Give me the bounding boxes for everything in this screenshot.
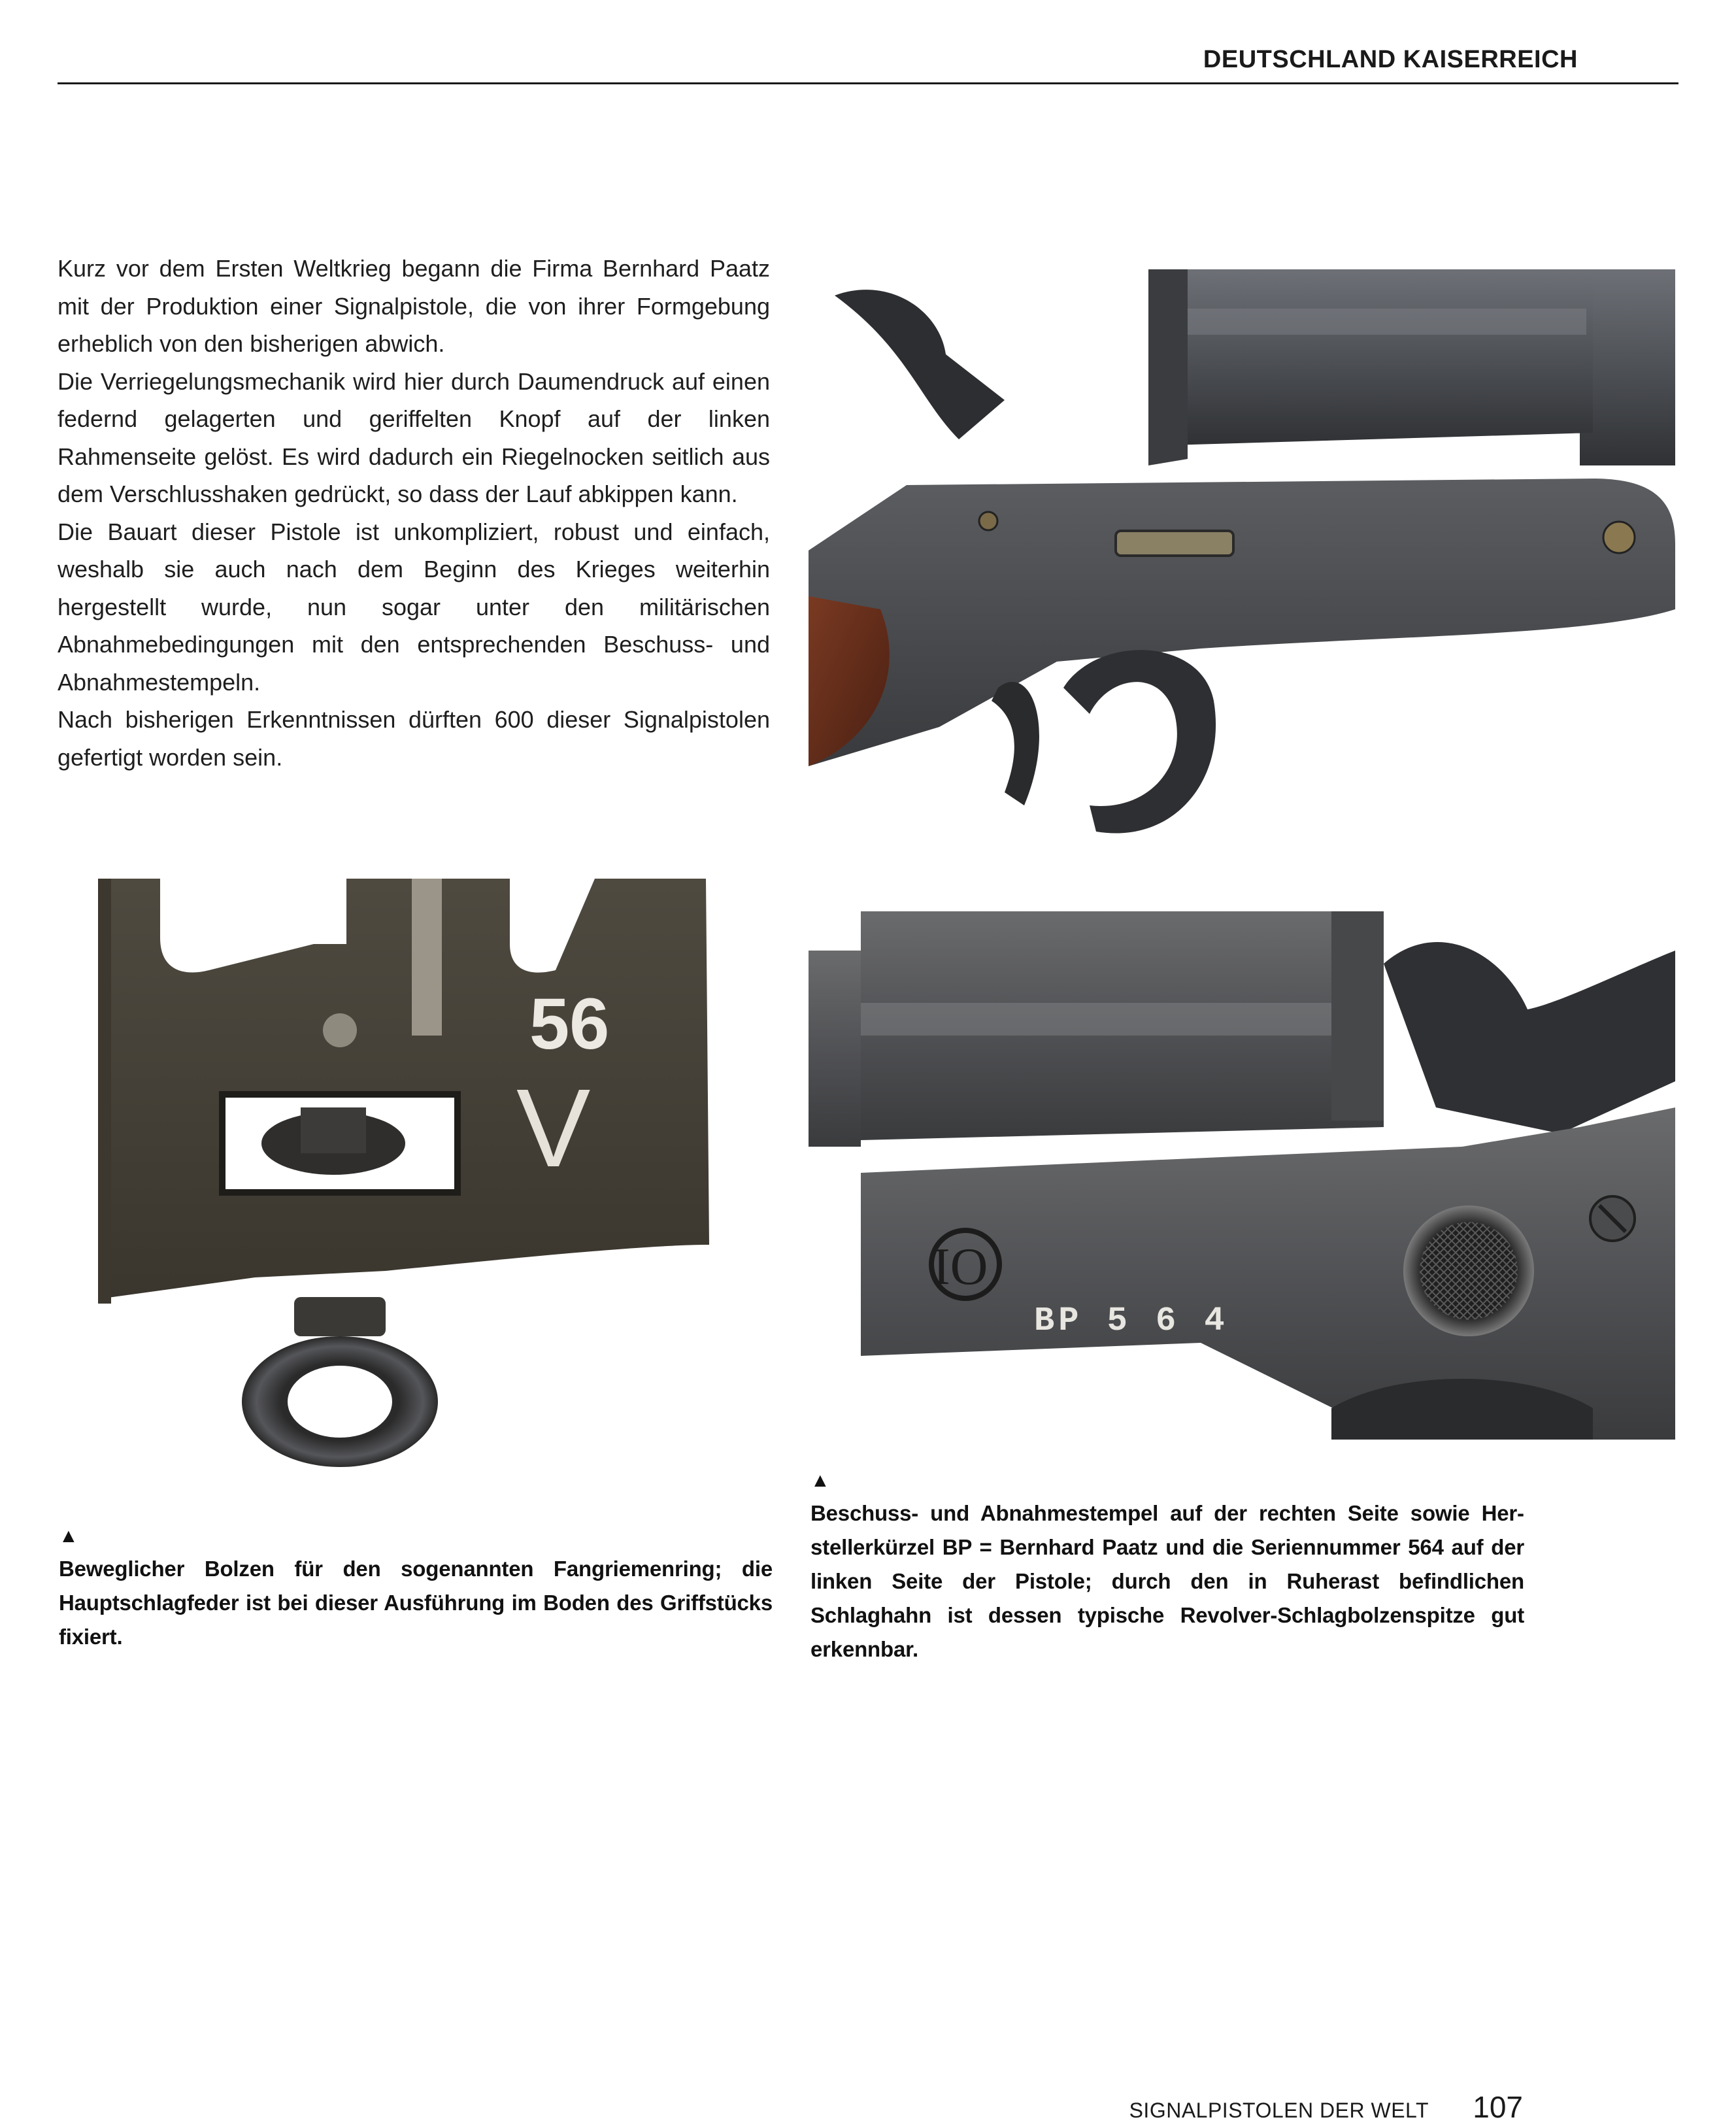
serial-stamp: BP 5 6 4 [1034, 1302, 1229, 1340]
footer-book-title: SIGNALPISTOLEN DER WELT [1129, 2099, 1429, 2122]
body-paragraph-4: Nach bisherigen Erkenntnissen dürften 600 dieser Signalpistolen gefertigt worden sein. [58, 706, 770, 771]
caption-right-text: Beschuss- und Abnahmestempel auf der rechten Seite sowie Herstellerkürzel BP = Bernhard Paatz und die Seriennummer 564 auf der linken Seite der Pistole; durch den in Ruherast befindlichen Schlaghahn ist dessen typische Revolver-Schlagbolzenspitze gut erkennbar. [810, 1501, 1524, 1661]
grip-stamp-letter: V [516, 1066, 591, 1190]
photo-pistol-right-side [809, 269, 1675, 847]
page-number: 107 [1473, 2090, 1523, 2124]
caption-marker-up-icon: ▲ [810, 1470, 830, 1491]
body-paragraph-1: Kurz vor dem Ersten Weltkrieg begann die Firma Bernhard Paatz mit der Produktion einer Signalpistole, die von ihrer Formgebung erheblich von den bisherigen abwich. [58, 255, 770, 357]
photo-pistol-left-side [809, 911, 1675, 1440]
grip-stamp-number: 56 [529, 984, 610, 1064]
section-title: DEUTSCHLAND KAISERREICH [1203, 46, 1578, 73]
caption-marker-up-icon: ▲ [59, 1525, 78, 1547]
body-text [58, 250, 770, 776]
svg-text:IO: IO [933, 1238, 988, 1296]
caption-left-side [810, 1468, 1524, 1666]
body-paragraph-2: Die Verriegelungsmechanik wird hier durch Daumendruck auf einen federnd gelagerten und geriffelten Knopf auf der linken Rahmenseite gelöst. Es wird dadurch ein Riegelnocken seitlich aus dem Verschlusshaken gedrückt, so dass der Lauf abkippen kann. [58, 367, 770, 507]
body-paragraph-3: Die Bauart dieser Pistole ist unkompliziert, robust und einfach, weshalb sie auch nach dem Beginn des Krieges weiterhin hergestellt wurde, nun sogar unter den militärischen Abnahmebedingungen mit den entsprechenden Beschuss- und Abnahmestempeln. [58, 518, 770, 696]
caption-grip-base [59, 1523, 773, 1654]
header-rule [58, 82, 1678, 84]
photo-grip-base-swivel [59, 879, 714, 1474]
caption-left-text: Beweglicher Bolzen für den sogenannten Fangriemenring; die Hauptschlagfeder ist bei dieser Ausführung im Boden des Griffstücks fixiert. [59, 1557, 773, 1649]
